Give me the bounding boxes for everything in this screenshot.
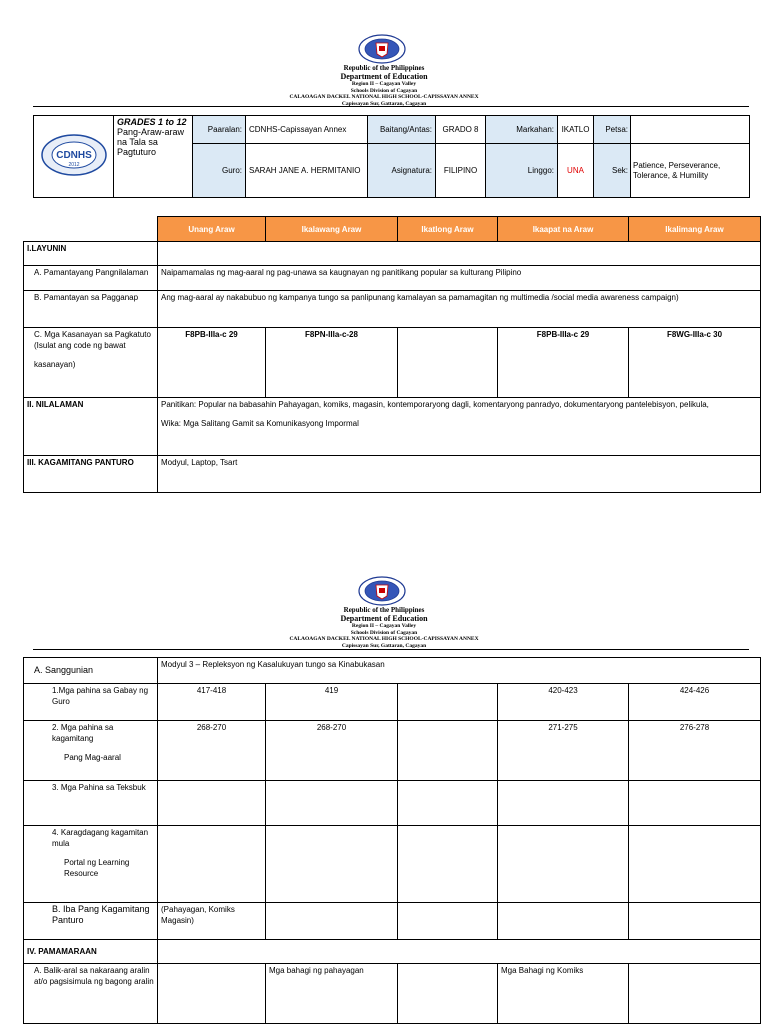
code-day-1: F8PB-IIIa-c 29 bbox=[158, 328, 266, 398]
karagdagang-day-3 bbox=[398, 826, 498, 903]
guro-label: Guro: bbox=[193, 144, 246, 198]
sek-cell bbox=[594, 144, 750, 198]
region-text: Region II – Cagayan Valley bbox=[351, 81, 417, 87]
baitang-value: GRADO 8 bbox=[436, 116, 486, 144]
school-logo-cell bbox=[34, 116, 114, 198]
republic-text-p2: Republic of the Philippines bbox=[343, 606, 425, 614]
pamantayang-pangnilalaman-text: Naipamamalas ng mag-aaral ng pag-unawa sa kaugnayan ng panitikang popular sa kulturang Pilipino bbox=[158, 266, 761, 291]
school-text-p2: CALAOAGAN DACKEL NATIONAL HIGH SCHOOL-CAPISSAYAN ANNEX bbox=[289, 636, 479, 642]
kasanayan-label bbox=[24, 328, 158, 398]
department-text: Department of Education bbox=[340, 72, 428, 81]
kagamitang-panturo-heading: III. KAGAMITANG PANTURO bbox=[24, 456, 158, 493]
code-day-5: F8WG-IIIa-c 30 bbox=[629, 328, 761, 398]
paaralan-label: Paaralan: bbox=[193, 116, 246, 144]
iba-pang-kagamitan-text: (Pahayagan, Komiks Magasin) bbox=[158, 903, 266, 940]
teksbuk-day-2 bbox=[266, 781, 398, 826]
layunin-heading: I.LAYUNIN bbox=[24, 242, 158, 266]
nilalaman-text: Panitikan: Popular na babasahin Pahayagan, komiks, magasin, kontemporaryong dagli, komentaryong panradyo, dokumentaryong pantelebisyon, pelikula, bbox=[161, 400, 709, 409]
balik-day-3 bbox=[398, 964, 498, 1024]
plan-title-cell bbox=[114, 116, 193, 198]
karagdagang-day-4 bbox=[498, 826, 629, 903]
department-text-p2: Department of Education bbox=[340, 614, 428, 623]
kagamitang-day-5: 276-278 bbox=[629, 721, 761, 781]
division-text-p2: Schools Division of Cagayan bbox=[350, 629, 418, 636]
teksbuk-label: 3. Mga Pahina sa Teksbuk bbox=[24, 781, 158, 826]
day-header-4: Ikaapat na Araw bbox=[498, 217, 629, 242]
kagamitang-label-line1: 2. Mga pahina sa kagamitang bbox=[52, 723, 114, 743]
kasanayan-label-line1: C. Mga Kasanayan sa Pagkatuto bbox=[34, 330, 151, 339]
lesson-table-page2 bbox=[23, 657, 761, 1024]
petsa-label: Petsa: bbox=[594, 116, 631, 143]
kagamitang-label bbox=[24, 721, 158, 781]
teksbuk-day-3 bbox=[398, 781, 498, 826]
kagamitang-panturo-text: Modyul, Laptop, Tsart bbox=[158, 456, 761, 493]
gabay-day-2: 419 bbox=[266, 684, 398, 721]
iba-day-2 bbox=[266, 903, 398, 940]
letterhead bbox=[0, 64, 768, 107]
asignatura-label: Asignatura: bbox=[368, 144, 436, 198]
kagamitang-label-line2: Pang Mag-aaral bbox=[64, 753, 121, 762]
guro-value: SARAH JANE A. HERMITANIO bbox=[246, 144, 368, 198]
teksbuk-day-1 bbox=[158, 781, 266, 826]
cdnhs-logo-icon bbox=[38, 133, 110, 177]
kasanayan-label-line2: (Isulat ang code ng bawat bbox=[34, 341, 126, 350]
sek-label: Sek: bbox=[594, 144, 631, 197]
balik-day-1 bbox=[158, 964, 266, 1024]
plan-title: Pang-Araw-araw na Tala sa Pagtuturo bbox=[117, 127, 185, 157]
day-header-1: Unang Araw bbox=[158, 217, 266, 242]
nilalaman-cell bbox=[158, 398, 761, 456]
code-day-4: F8PB-IIIa-c 29 bbox=[498, 328, 629, 398]
petsa-cell bbox=[594, 116, 750, 144]
gabay-day-5: 424-426 bbox=[629, 684, 761, 721]
teksbuk-day-5 bbox=[629, 781, 761, 826]
pamamaraan-empty bbox=[158, 940, 761, 964]
deped-seal-icon-page2 bbox=[357, 576, 407, 606]
address-text-p2: Capissayan Sur, Gattaran, Cagayan bbox=[341, 642, 427, 649]
baitang-label: Baitang/Antas: bbox=[368, 116, 436, 144]
layunin-empty bbox=[158, 242, 761, 266]
pamantayan-pagganap-label: B. Pamantayan sa Pagganap bbox=[24, 291, 158, 328]
code-day-2: F8PN-IIIa-c-28 bbox=[266, 328, 398, 398]
pamantayan-pagganap-text: Ang mag-aaral ay nakabubuo ng kampanya tungo sa panlipunang kamalayan sa pamamagitan ng multimedia /social media awareness campaign) bbox=[158, 291, 761, 328]
code-day-3 bbox=[398, 328, 498, 398]
nilalaman-heading: II. NILALAMAN bbox=[24, 398, 158, 456]
teksbuk-day-4 bbox=[498, 781, 629, 826]
paaralan-value: CDNHS-Capissayan Annex bbox=[246, 116, 368, 144]
svg-text:2012: 2012 bbox=[67, 162, 80, 168]
division-text: Schools Division of Cagayan bbox=[350, 87, 418, 94]
day-header-5: Ikalimang Araw bbox=[629, 217, 761, 242]
republic-text: Republic of the Philippines bbox=[343, 64, 425, 72]
kagamitang-day-3 bbox=[398, 721, 498, 781]
karagdagang-day-5 bbox=[629, 826, 761, 903]
markahan-value: IKATLO bbox=[558, 116, 594, 144]
sanggunian-label: A. Sanggunian bbox=[24, 658, 158, 684]
sanggunian-text: Modyul 3 – Repleksyon ng Kasalukuyan tungo sa Kinabukasan bbox=[158, 658, 761, 684]
gabay-day-4: 420-423 bbox=[498, 684, 629, 721]
school-text: CALAOAGAN DACKEL NATIONAL HIGH SCHOOL-CAPISSAYAN ANNEX bbox=[289, 94, 479, 100]
linggo-label: Linggo: bbox=[486, 144, 558, 198]
region-text-p2: Region II – Cagayan Valley bbox=[351, 623, 417, 629]
gabay-label: 1.Mga pahina sa Gabay ng Guro bbox=[24, 684, 158, 721]
header-rule bbox=[33, 106, 749, 107]
karagdagang-label-line1: 4. Karagdagang kagamitan mula bbox=[52, 828, 149, 848]
karagdagang-day-2 bbox=[266, 826, 398, 903]
address-text: Capissayan Sur, Gattaran, Cagayan bbox=[341, 100, 427, 107]
svg-text:CDNHS: CDNHS bbox=[55, 150, 92, 161]
info-table bbox=[33, 115, 750, 198]
header-rule-page2 bbox=[33, 649, 749, 650]
asignatura-value: FILIPINO bbox=[436, 144, 486, 198]
day-header-2: Ikalawang Araw bbox=[266, 217, 398, 242]
linggo-value: UNA bbox=[558, 144, 594, 198]
grades-label: GRADES 1 to 12 bbox=[117, 117, 187, 127]
pamamaraan-heading: IV. PAMAMARAAN bbox=[24, 940, 158, 964]
gabay-day-1: 417-418 bbox=[158, 684, 266, 721]
balik-day-5 bbox=[629, 964, 761, 1024]
markahan-label: Markahan: bbox=[486, 116, 558, 144]
balik-day-2: Mga bahagi ng pahayagan bbox=[266, 964, 398, 1024]
deped-seal-icon bbox=[357, 34, 407, 64]
petsa-value bbox=[631, 116, 749, 143]
balik-day-4: Mga Bahagi ng Komiks bbox=[498, 964, 629, 1024]
lesson-table-page1 bbox=[23, 216, 761, 493]
iba-day-4 bbox=[498, 903, 629, 940]
karagdagang-label-line2: Portal ng Learning Resource bbox=[64, 858, 130, 878]
iba-day-5 bbox=[629, 903, 761, 940]
sek-value: Patience, Perseverance, Tolerance, & Humility bbox=[633, 160, 721, 180]
kagamitang-day-1: 268-270 bbox=[158, 721, 266, 781]
iba-day-3 bbox=[398, 903, 498, 940]
day-header-3: Ikatlong Araw bbox=[398, 217, 498, 242]
kasanayan-label-line3: kasanayan) bbox=[34, 360, 76, 369]
gabay-day-3 bbox=[398, 684, 498, 721]
wika-text: Wika: Mga Salitang Gamit sa Komunikasyong Impormal bbox=[161, 419, 359, 428]
balik-aral-label: A. Balik-aral sa nakaraang aralin at/o pagsisimula ng bagong aralin bbox=[24, 964, 158, 1024]
pamantayang-pangnilalaman-label: A. Pamantayang Pangnilalaman bbox=[24, 266, 158, 291]
letterhead-page2 bbox=[0, 606, 768, 649]
karagdagang-day-1 bbox=[158, 826, 266, 903]
kagamitang-day-2: 268-270 bbox=[266, 721, 398, 781]
kagamitang-day-4: 271-275 bbox=[498, 721, 629, 781]
karagdagang-label bbox=[24, 826, 158, 903]
empty-corner bbox=[24, 217, 158, 242]
iba-pang-kagamitan-label: B. Iba Pang Kagamitang Panturo bbox=[24, 903, 158, 940]
